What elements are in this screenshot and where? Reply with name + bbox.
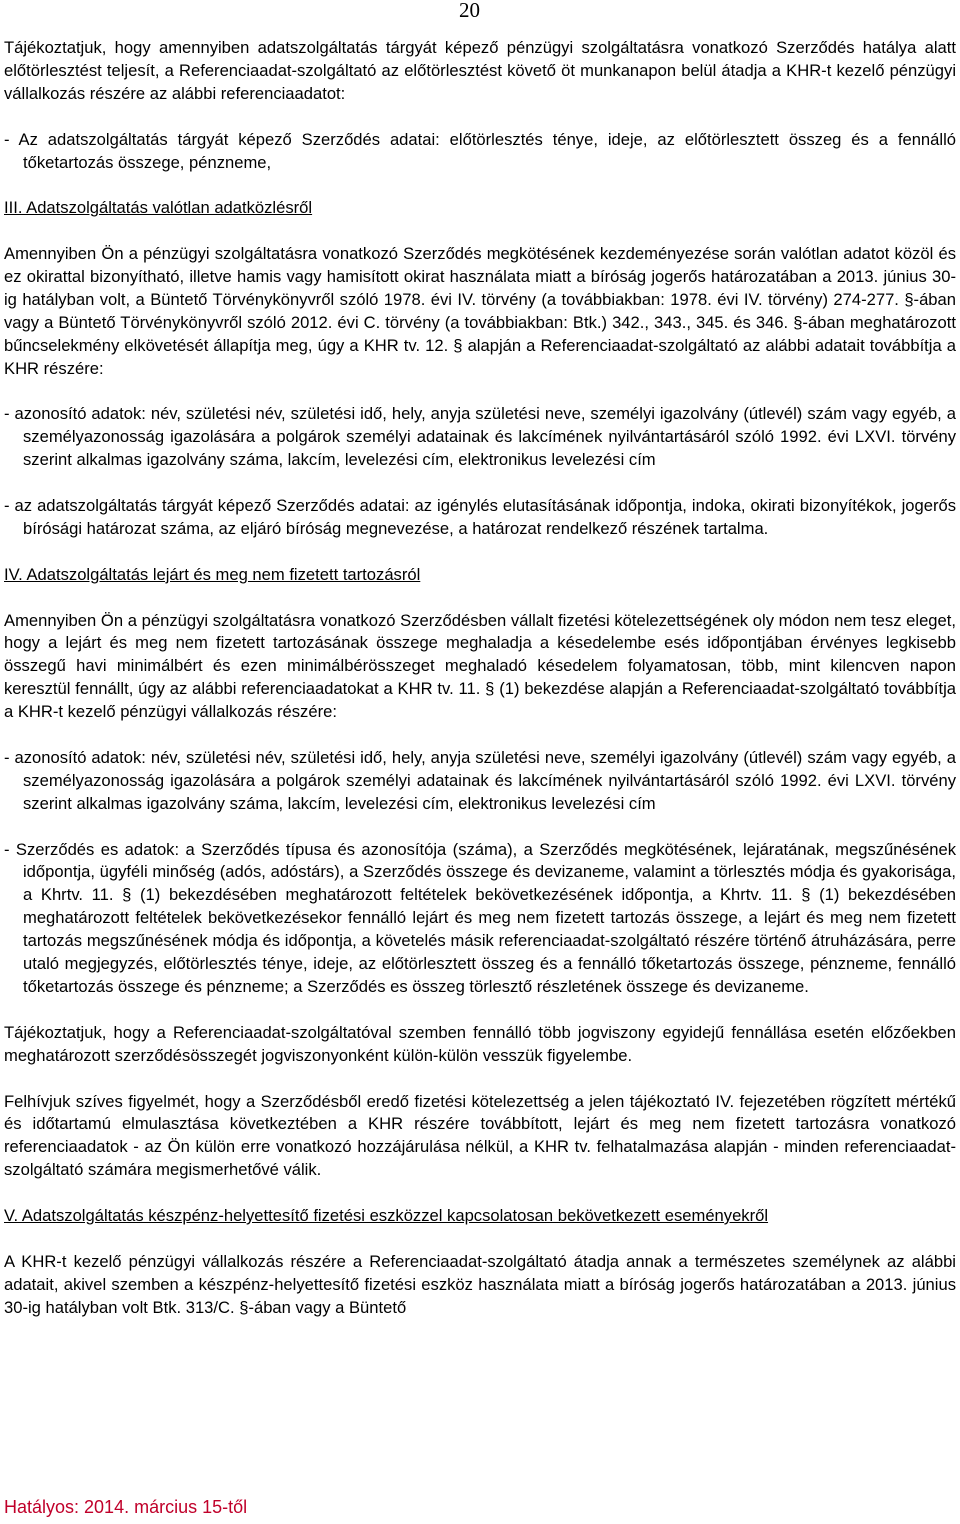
paragraph-prepayment-intro: Tájékoztatjuk, hogy amennyiben adatszolgáltatás tárgyát képező pénzügyi szolgáltatásra vonatkozó Szerződés hatálya alatt előtörlesztést teljesít, a Referenciaadat-szolgáltató az előtörlesztést követő öt munkanapon belül átadja a KHR-t kezelő pénzügyi vállalkozás részére az alábbi referenciaadatot: xyxy=(4,38,956,103)
section-heading-iv: IV. Adatszolgáltatás lejárt és meg nem fizetett tartozásról xyxy=(4,564,421,584)
paragraph-false-data: Amennyiben Ön a pénzügyi szolgáltatásra vonatkozó Szerződés megkötésének kezdeményezése során valótlan adatot közöl és ez okirattal bizonyítható, illetve hamis vagy hamisított okirat használata miatt a bíróság jogerős határozatában a 2013. június 30-ig hatályban volt, a Büntető Törvénykönyvről szóló 1978. évi IV. törvény (a továbbiakban: 1978. évi IV. törvény) 274-277. §-ában vagy a Büntető Törvénykönyvről szóló 2012. évi C. törvény (a továbbiakban: Btk.) 342., 343., 345. és 346. §-ában meghatározott bűncselekmény elkövetését állapítja meg, úgy a KHR tv. 12. § alapján a Referenciaadat-szolgáltató az alábbi adatait továbbítja a KHR részére: xyxy=(4,244,956,378)
paragraph-cash-substitute: A KHR-t kezelő pénzügyi vállalkozás részére a Referenciaadat-szolgáltató átadja annak a természetes személynek az alábbi adatait, akivel szemben a készpénz-helyettesítő fizetési eszköz használata miatt a bíróság jogerős határozatában a 2013. június 30-ig hatályban volt Btk. 313/C. §-ában vagy a Büntető xyxy=(4,1251,956,1317)
list-item-identification-data-2: - azonosító adatok: név, születési név, születési idő, hely, anyja születési neve, személyi igazolvány (útlevél) szám vagy egyéb, a személyazonosság igazolására a polgárok személyi adatainak és lakcímének nyilvántartásáról szóló 1992. évi LXVI. törvény szerint alkalmas igazolvány száma, lakcím, levelezési cím, elektronikus levelezési cím xyxy=(4,747,956,813)
paragraph-overdue-debt: Amennyiben Ön a pénzügyi szolgáltatásra vonatkozó Szerződésben vállalt fizetési kötelezettségének oly módon nem tesz eleget, hogy a lejárt és meg nem fizetett tartozásának összege meghaladja a késedelembe esés időpontjában érvényes legkisebb összegű havi minimálbért és ezen minimálbérösszeget meghaladó késedelem folyamatosan, több, mint kilencven napon keresztül fennállt, úgy az alábbi referenciaadatokat a KHR tv. 11. § (1) bekezdése alapján a Referenciaadat-szolgáltató továbbítja a KHR-t kezelő pénzügyi vállalkozás részére: xyxy=(4,610,956,722)
document-body xyxy=(4,37,956,1320)
page-number: 20 xyxy=(459,0,480,22)
list-item-identification-data-1: - azonosító adatok: név, születési név, születési idő, hely, anyja születési neve, személyi igazolvány (útlevél) szám vagy egyéb, a személyazonosság igazolására a polgárok személyi adatainak és lakcímének nyilvántartásáról szóló 1992. évi LXVI. törvény szerint alkalmas igazolvány száma, lakcím, levelezési cím, elektronikus levelezési cím xyxy=(4,404,956,470)
paragraph-attention: Felhívjuk szíves figyelmét, hogy a Szerződésből eredő fizetési kötelezettség a jelen tájékoztató IV. fejezetében rögzített mértékű és időtartamú elmulasztása következtében a KHR részére továbbított, lejárt és meg nem fizetett tartozásra vonatkozó referenciaadatok - az Ön külön erre vonatkozó hozzájárulása nélkül, a KHR tv. felhatalmazása alapján - minden referenciaadat-szolgáltató számára megismerhetővé válik. xyxy=(4,1091,956,1180)
list-item-prepayment-data: - Az adatszolgáltatás tárgyát képező Szerződés adatai: előtörlesztés ténye, ideje, az előtörlesztett összeg és a fennálló tőketartozás összege, pénzneme, xyxy=(4,129,956,172)
section-heading-v: V. Adatszolgáltatás készpénz-helyettesítő fizetési eszközzel kapcsolatosan bekövetkezett eseményekről xyxy=(4,1206,769,1226)
list-item-contract-data-2: - Szerződés es adatok: a Szerződés típusa és azonosítója (száma), a Szerződés megkötésének, lejáratának, megszűnésének időpontja, ügyféli minőség (adós, adóstárs), a Szerződés összege és devizaneme, valamint a törlesztés módja és gyakorisága, a Khrtv. 11. § (1) bekezdésében meghatározott feltételek bekövetkezésének időpontja, a Khrtv. 11. § (1) bekezdésében meghatározott feltételek bekövetkezésekor fennálló lejárt és meg nem fizetett tartozás összege, a lejárt és meg nem fizetett tartozás megszűnésének módja és időpontja, a követelés másik referenciaadat-szolgáltató részére történő átruházására, perre utaló megjegyzés, előtörlesztés ténye, ideje, az előtörlesztett összeg és a fennálló tőketartozás összege, pénzneme, fennálló tőketartozás összege és pénzneme; a Szerződés es összeg törlesztő részletének összege és devizaneme. xyxy=(4,839,956,997)
section-heading-iii: III. Adatszolgáltatás valótlan adatközlésről xyxy=(4,198,313,218)
effective-date-footer: Hatályos: 2014. március 15-től xyxy=(4,1497,248,1517)
list-item-contract-data-1: - az adatszolgáltatás tárgyát képező Szerződés adatai: az igénylés elutasításának időpontja, indoka, okirati bizonyítékok, jogerős bírósági határozat száma, az eljáró bíróság megnevezése, a határozat rendelkező részének tartalma. xyxy=(4,496,956,538)
paragraph-multiple-contracts: Tájékoztatjuk, hogy a Referenciaadat-szolgáltatóval szemben fennálló több jogviszony egyidejű fennállása esetén előzőekben meghatározott szerződésösszegét jogviszonyonként külön-külön vesszük figyelembe. xyxy=(4,1022,956,1065)
